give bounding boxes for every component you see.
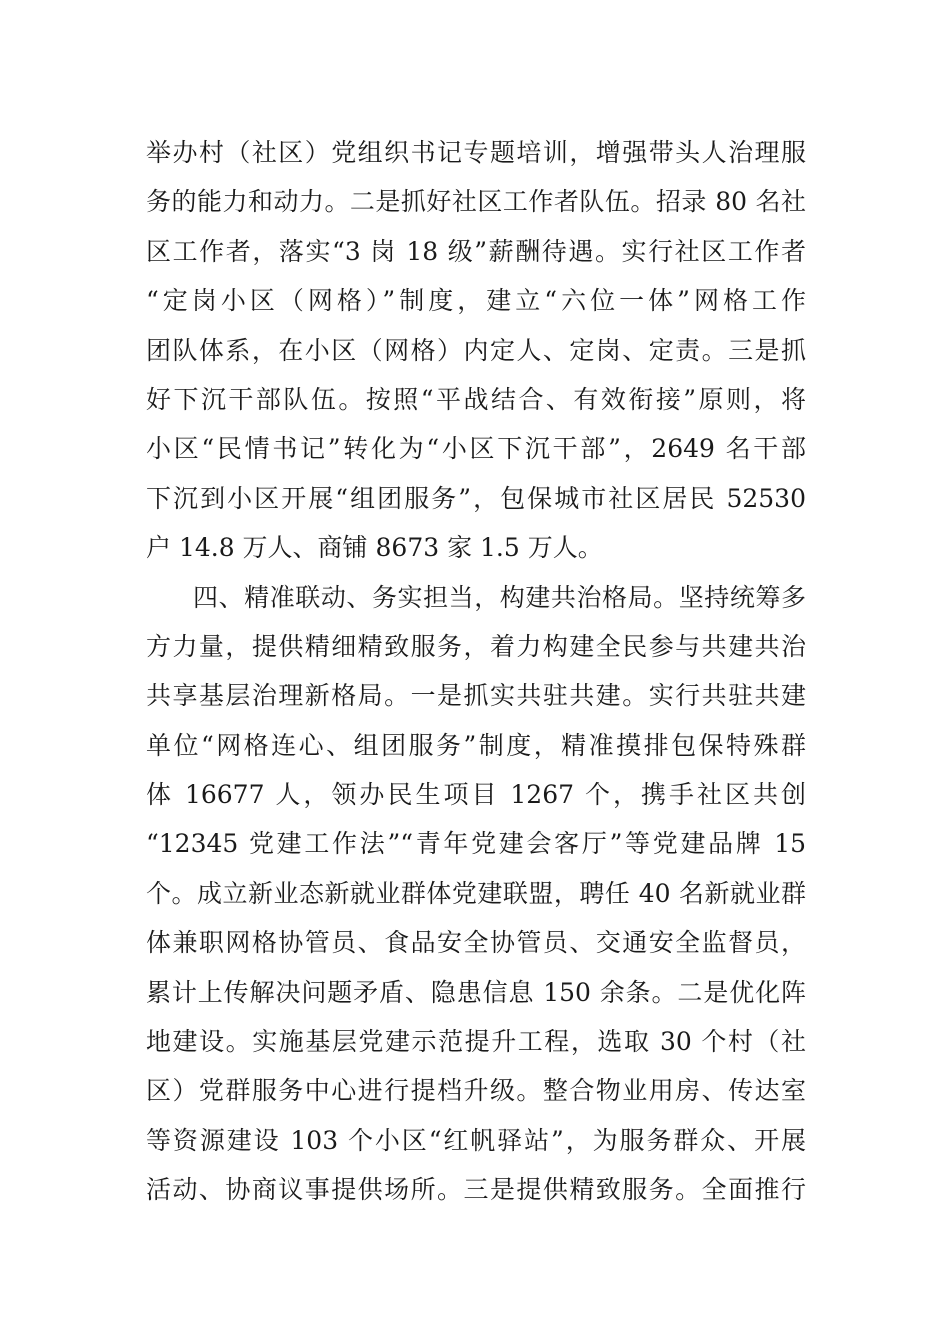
text-line: 小区“民情书记”转化为“小区下沉干部”，2649 名干部 xyxy=(146,434,806,464)
text-line: 活动、协商议事提供场所。三是提供精致服务。全面推行 xyxy=(146,1175,806,1205)
section-heading-line: 四、精准联动、务实担当，构建共治格局。坚持统筹多 xyxy=(193,582,806,612)
text-line: 累计上传解决问题矛盾、隐患信息 150 余条。二是优化阵 xyxy=(146,977,806,1007)
text-line: “12345 党建工作法”“青年党建会客厅”等党建品牌 15 xyxy=(146,829,806,859)
text-line: 方力量，提供精细精致服务，着力构建全民参与共建共治 xyxy=(146,631,806,661)
document-body xyxy=(146,128,806,1215)
text-line: 区）党群服务中心进行提档升级。整合物业用房、传达室 xyxy=(146,1076,806,1106)
text-line: 下沉到小区开展“组团服务”，包保城市社区居民 52530 xyxy=(146,483,806,513)
text-line: 等资源建设 103 个小区“红帆驿站”，为服务群众、开展 xyxy=(146,1125,806,1155)
text-line: “定岗小区（网格）”制度，建立“六位一体”网格工作 xyxy=(146,286,806,316)
text-line: 团队体系，在小区（网格）内定人、定岗、定责。三是抓 xyxy=(146,335,806,365)
text-line: 好下沉干部队伍。按照“平战结合、有效衔接”原则，将 xyxy=(146,384,806,414)
text-line: 地建设。实施基层党建示范提升工程，选取 30 个村（社 xyxy=(146,1027,806,1057)
text-line: 户 14.8 万人、商铺 8673 家 1.5 万人。 xyxy=(146,533,603,563)
text-line: 体兼职网格协管员、食品安全协管员、交通安全监督员， xyxy=(146,928,806,958)
text-line: 个。成立新业态新就业群体党建联盟，聘任 40 名新就业群 xyxy=(146,878,806,908)
text-line: 区工作者，落实“3 岗 18 级”薪酬待遇。实行社区工作者 xyxy=(146,236,806,266)
text-line: 单位“网格连心、组团服务”制度，精准摸排包保特殊群 xyxy=(146,730,806,760)
text-line: 举办村（社区）党组织书记专题培训，增强带头人治理服 xyxy=(146,138,806,167)
text-line: 共享基层治理新格局。一是抓实共驻共建。实行共驻共建 xyxy=(146,681,806,711)
text-line: 体 16677 人，领办民生项目 1267 个，携手社区共创 xyxy=(146,780,806,810)
text-line: 务的能力和动力。二是抓好社区工作者队伍。招录 80 名社 xyxy=(146,187,806,217)
